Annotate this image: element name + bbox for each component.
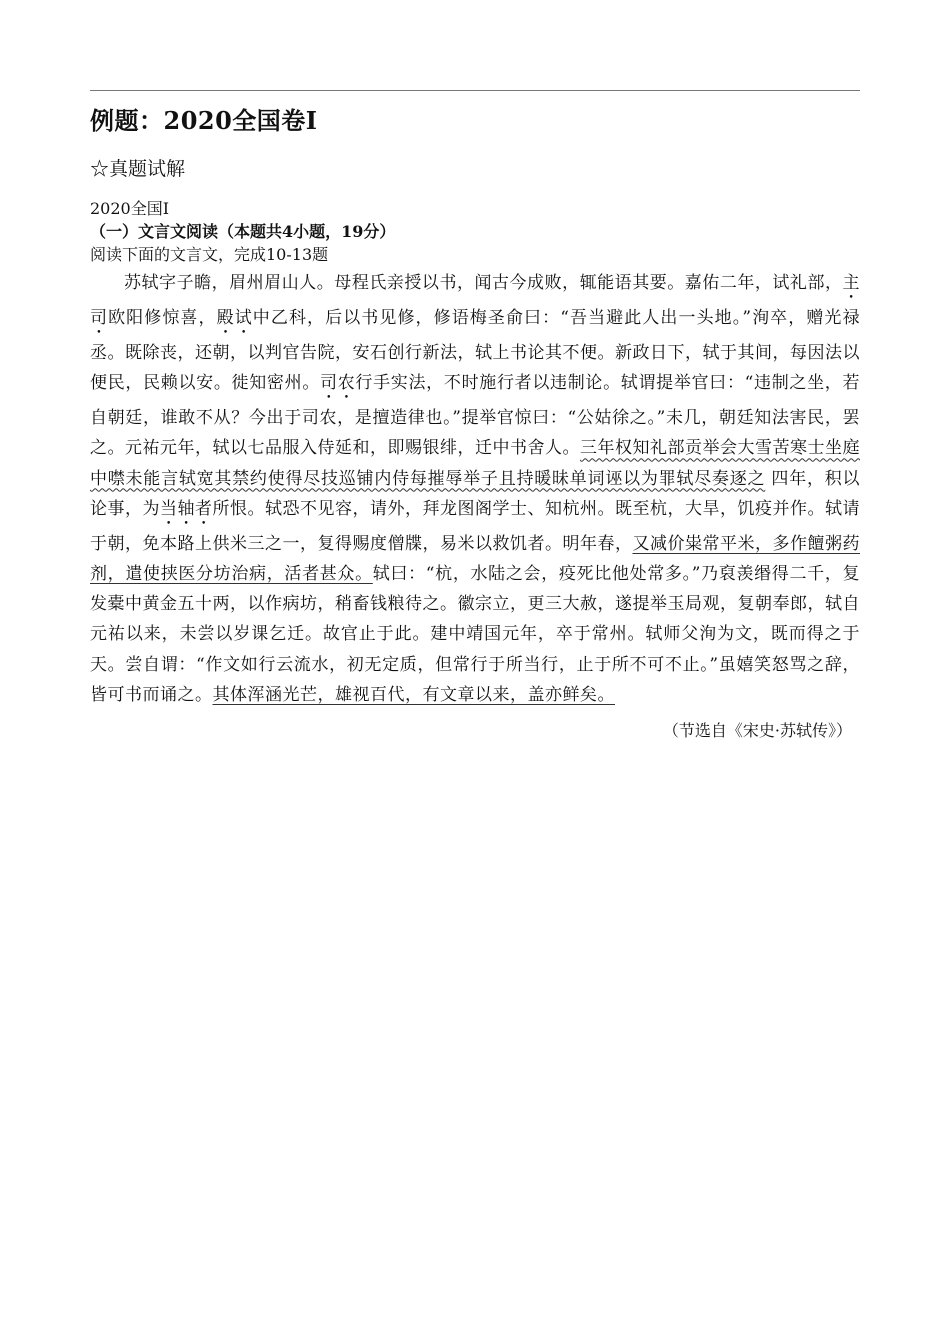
dotted-term-dianshi: 殿试 bbox=[216, 308, 253, 328]
dotted-term-dangzhouzhe: 当轴者 bbox=[160, 498, 213, 519]
passage-text: 苏轼字子瞻，眉州眉山人。母程氏亲授以书，闻古今成败，辄能语其要。嘉佑二年，试礼部， bbox=[124, 273, 843, 293]
dotted-term-sinong: 司农 bbox=[320, 373, 356, 394]
passage-text: 欧阳修惊喜， bbox=[108, 308, 217, 328]
passage-text: 轼曰：“杭，水陆之会，疫死比他处常多。”乃裒羡缗得二千，复发橐中黄金五十两，以作病坊，稍畜钱粮待之。徽宗立，更三大赦，遂提举玉局观，复朝奉郎，轼自元祐以来，未尝以岁课乞迁。故官止于此。建中靖国元年，卒于常州。轼师父洵为文，既而得之于天。尝自谓：“作文如行云流水，初无定质，但常行于所当行，止于所不可不止。”虽嬉笑怒骂之辞，皆可书而诵之。 bbox=[90, 564, 861, 705]
exam-label: 2020全国I bbox=[90, 199, 170, 218]
source-citation: （节选自《宋史·苏轼传》） bbox=[662, 721, 852, 741]
passage-text: 四年，积以论事，为 bbox=[90, 468, 861, 519]
part-title: （一）文言文阅读（本题共4小题，19分） bbox=[90, 222, 396, 241]
wavy-underlined-sentence: 三年权知礼部贡举会大雪苦寒士坐庭中噤未能言轼宽其禁约使得尽技巡铺内侍每摧辱举子且持暖昧单词诬以为罪轼尽奏逐之 bbox=[90, 438, 860, 489]
page-title: 例题：2020全国卷Ⅰ bbox=[90, 106, 318, 135]
passage-text: 所恨。轼恐不见容，请外，拜龙图阁学士、知杭州。既至杭，大旱，饥疫并作。轼请于朝，免本路上供米三之一，复得赐度僧牒，易米以救饥者。明年春， bbox=[90, 498, 860, 554]
dotted-term-zhusi: 主司 bbox=[90, 273, 860, 328]
section-label: ☆真题试解 bbox=[90, 158, 186, 180]
page bbox=[90, 90, 860, 741]
instruction: 阅读下面的文言文，完成10-13题 bbox=[90, 245, 329, 264]
underlined-sentence-2: 其体浑涵光芒，雄视百代，有文章以来，盖亦鲜矣。 bbox=[212, 684, 615, 705]
top-divider bbox=[90, 90, 860, 91]
passage bbox=[90, 268, 860, 710]
passage-text: 中乙科，后以书见修，修语梅圣俞曰：“吾当避此人出一头地。”洵卒，赠光禄丞。既除丧，还朝，以判官告院，安石创行新法，轼上书论其不便。新政日下，轼于其间，每因法以便民，民赖以安。徙知密州。 bbox=[90, 308, 861, 394]
passage-text: 行手实法，不时施行者以违制论。轼谓提举官曰：“违制之坐，若自朝廷，谁敢不从？今出于司农，是擅造律也。”提举官惊曰：“公姑徐之。”未几，朝廷知法害民，罢之。元祐元年，轼以七品服入侍延和，即赐银绯，迁中书舍人。 bbox=[90, 373, 860, 459]
underlined-sentence-1: 又减价粜常平米，多作饘粥药剂，遣使挟医分坊治病，活者甚众。 bbox=[90, 533, 860, 585]
